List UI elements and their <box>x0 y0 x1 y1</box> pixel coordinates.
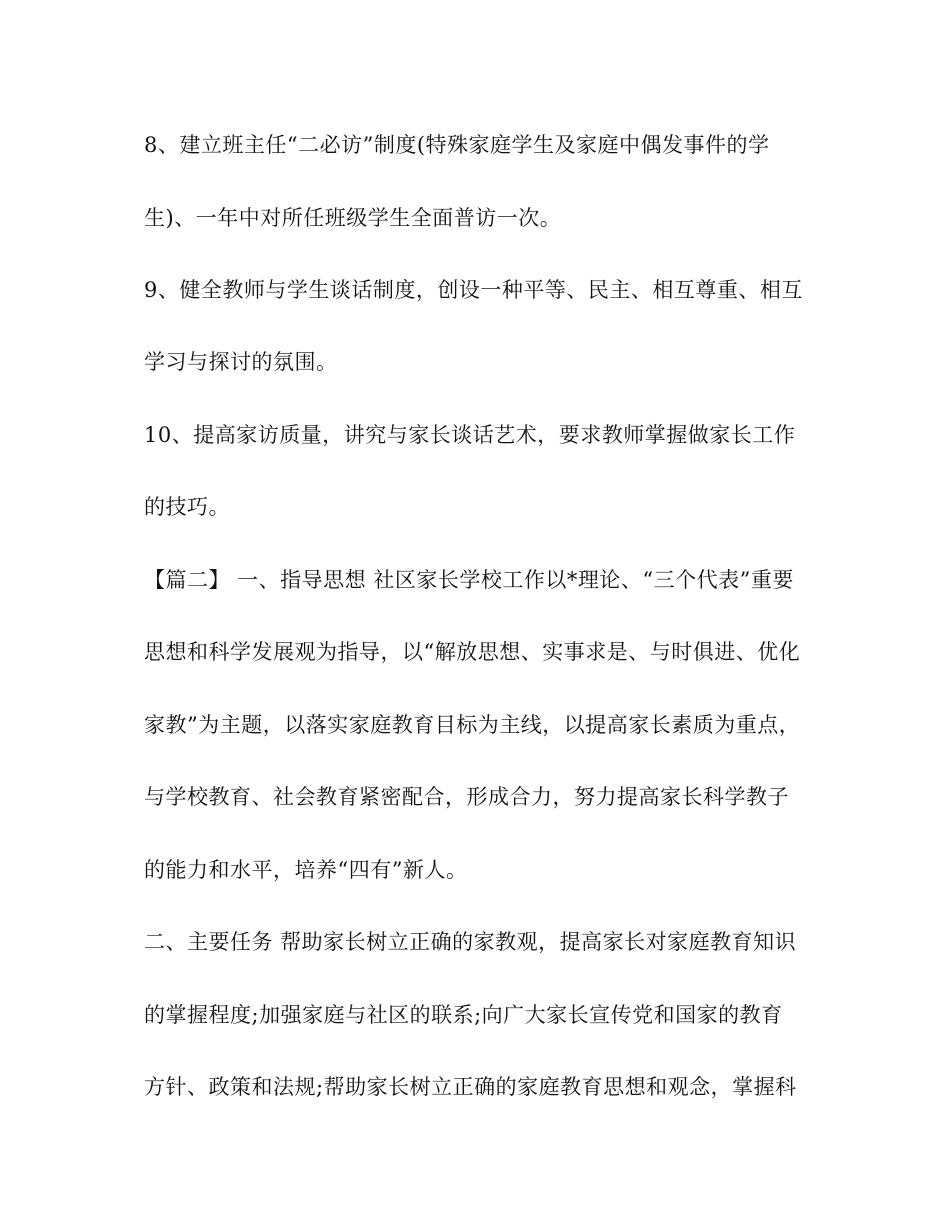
text-line: 的能力和水平，培养“四有”新人。 <box>144 858 468 882</box>
text-line: 思想和科学发展观为指导，以“解放思想、实事求是、与时俱进、优化 <box>144 640 801 664</box>
text-line: 学习与探讨的氛围。 <box>144 350 338 374</box>
text-line: 【篇二】 一、指导思想 社区家长学校工作以*理论、“三个代表”重要 <box>144 568 794 592</box>
text-line: 的掌握程度;加强家庭与社区的联系;向广大家长宣传党和国家的教育 <box>144 1003 783 1027</box>
text-line: 家教”为主题，以落实家庭教育目标为主线，以提高家长素质为重点， <box>144 713 801 737</box>
text-line: 10、提高家访质量，讲究与家长谈话艺术，要求教师掌握做家长工作 <box>144 423 796 447</box>
text-line: 二、主要任务 帮助家长树立正确的家教观，提高家长对家庭教育知识 <box>144 930 797 954</box>
text-line: 与学校教育、社会教育紧密配合，形成合力，努力提高家长科学教子 <box>144 785 789 809</box>
text-line: 生)、一年中对所任班级学生全面普访一次。 <box>144 206 562 230</box>
text-line: 方针、政策和法规;帮助家长树立正确的家庭教育思想和观念，掌握科 <box>144 1075 797 1099</box>
text-line: 的技巧。 <box>144 495 230 519</box>
text-line: 9、健全教师与学生谈话制度，创设一种平等、民主、相互尊重、相互 <box>144 278 803 302</box>
text-line: 8、建立班主任“二必访”制度(特殊家庭学生及家庭中偶发事件的学 <box>144 133 770 157</box>
